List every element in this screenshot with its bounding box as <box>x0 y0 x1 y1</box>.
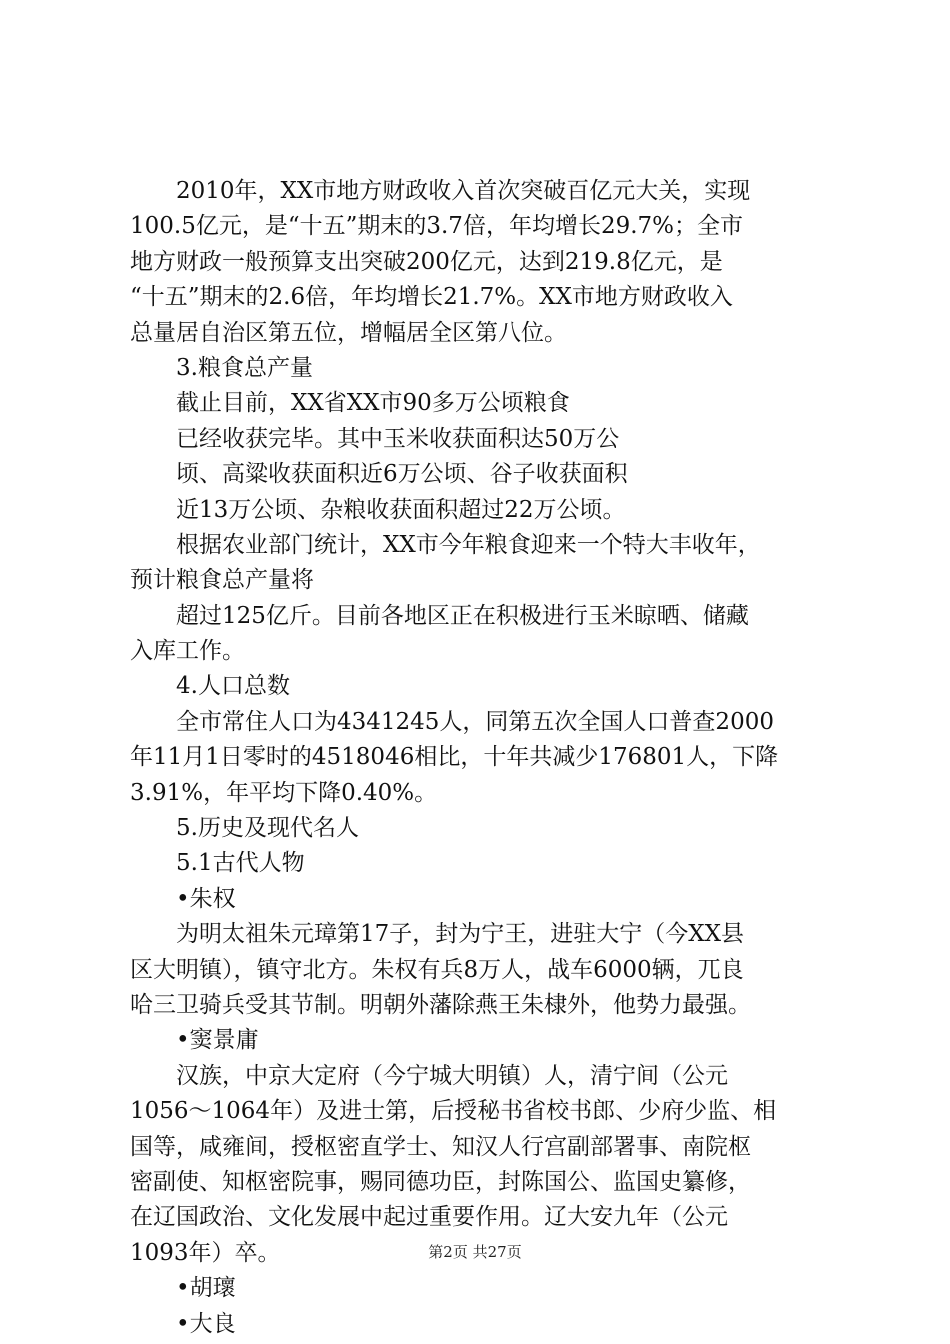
body-line-7: 截止目前，XX省XX市90多万公顷粮食 <box>176 390 570 417</box>
body-line-22: 为明太祖朱元璋第17子，封为宁王，进驻大宁（今XX县 <box>176 921 745 948</box>
body-line-17: 年11月1日零时的4518046相比，十年共减少176801人，下降 <box>130 744 779 771</box>
body-line-4: “十五”期末的2.6倍，年均增长21.7%。XX市地方财政收入 <box>130 284 733 311</box>
body-line-30: 在辽国政治、文化发展中起过重要作用。辽大安九年（公元 <box>130 1204 728 1231</box>
bullet-item-daliang: •大良 <box>176 1310 236 1337</box>
section-heading-population: 4.人口总数 <box>176 673 290 700</box>
body-line-9: 顷、高粱收获面积近6万公顷、谷子收获面积 <box>176 461 628 488</box>
body-line-29: 密副使、知枢密院事，赐同德功臣，封陈国公、监国史纂修， <box>130 1168 751 1195</box>
body-line-3: 地方财政一般预算支出突破200亿元，达到219.8亿元，是 <box>130 248 723 275</box>
body-line-18: 3.91%，年平均下降0.40%。 <box>130 779 438 806</box>
bullet-item-huhuai: •胡瓌 <box>176 1275 236 1302</box>
body-line-11: 根据农业部门统计，XX市今年粮食迎来一个特大丰收年， <box>176 531 761 558</box>
body-line-14: 入库工作。 <box>130 638 245 665</box>
document-body <box>130 174 830 1342</box>
body-line-26: 汉族，中京大定府（今宁城大明镇）人，清宁间（公元 <box>176 1062 728 1089</box>
body-line-10: 近13万公顷、杂粮收获面积超过22万公顷。 <box>176 496 626 523</box>
section-heading-celebrities: 5.历史及现代名人 <box>176 815 359 842</box>
body-line-2: 100.5亿元，是“十五”期末的3.7倍，年均增长29.7%；全市 <box>130 213 744 240</box>
body-line-24: 哈三卫骑兵受其节制。明朝外藩除燕王朱棣外，他势力最强。 <box>130 991 751 1018</box>
page-footer: 第2页 共27页 <box>428 1243 522 1261</box>
section-heading-grain: 3.粮食总产量 <box>176 354 313 381</box>
subsection-heading-ancient: 5.1古代人物 <box>176 850 305 877</box>
body-line-1: 2010年，XX市地方财政收入首次突破百亿元大关，实现 <box>176 178 751 204</box>
body-line-12: 预计粮食总产量将 <box>130 567 314 594</box>
bullet-item-zhuquan: •朱权 <box>176 885 236 912</box>
body-line-23: 区大明镇），镇守北方。朱权有兵8万人，战车6000辆，兀良 <box>130 956 744 983</box>
body-line-13: 超过125亿斤。目前各地区正在积极进行玉米晾晒、储藏 <box>176 602 749 629</box>
body-line-5: 总量居自治区第五位，增幅居全区第八位。 <box>130 319 567 346</box>
body-line-16: 全市常住人口为4341245人，同第五次全国人口普查2000 <box>176 708 774 735</box>
body-line-28: 国等，咸雍间，授枢密直学士、知汉人行宫副部署事、南院枢 <box>130 1133 751 1160</box>
body-line-31: 1093年）卒。 <box>130 1239 281 1266</box>
body-line-8: 已经收获完毕。其中玉米收获面积达50万公 <box>176 425 620 452</box>
body-line-27: 1056～1064年）及进士第，后授秘书省校书郎、少府少监、相 <box>130 1098 777 1125</box>
bullet-item-doujingyong: •窦景庸 <box>176 1027 259 1054</box>
